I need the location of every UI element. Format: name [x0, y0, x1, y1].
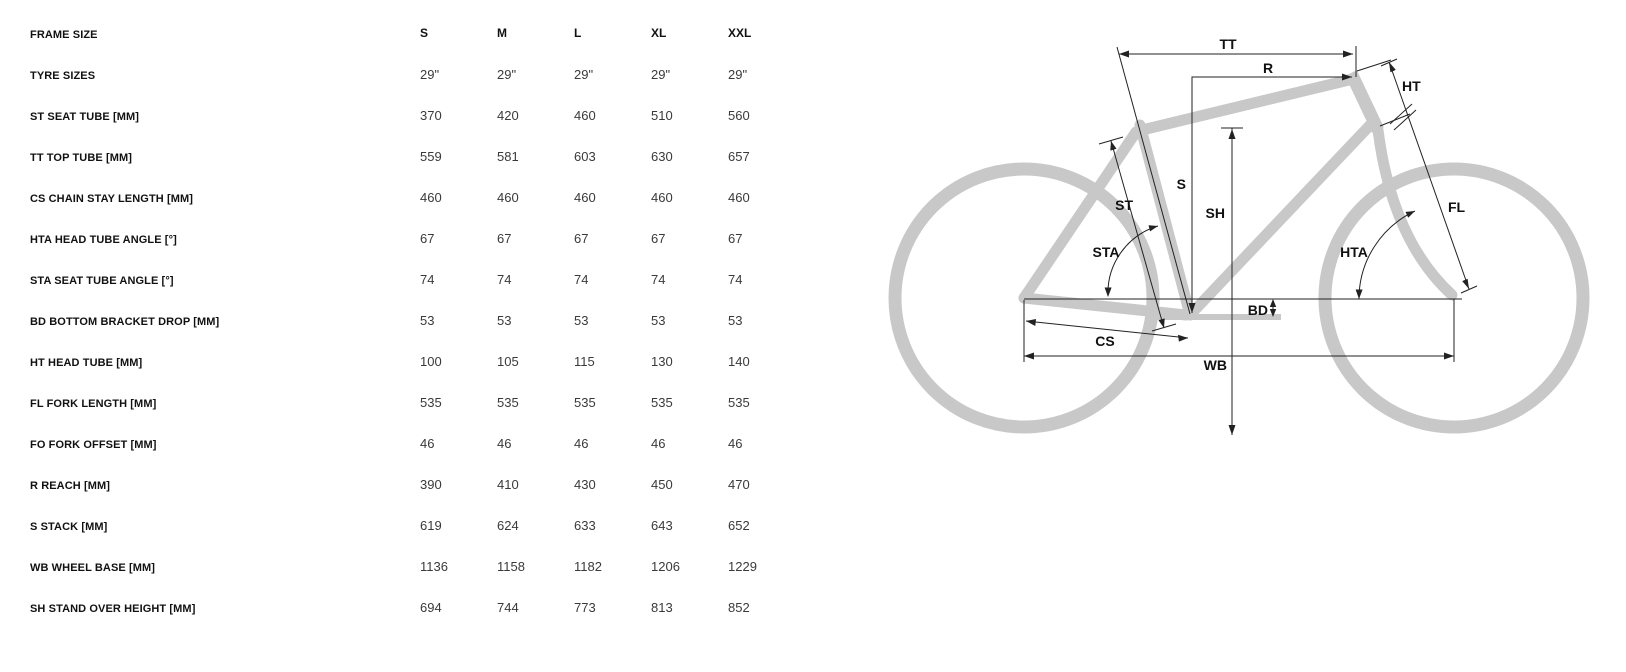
- sh-top-arrow: [1229, 129, 1236, 139]
- fl-bottom-tick: [1461, 286, 1477, 293]
- cell-s: 370: [420, 108, 442, 123]
- row-label: BD BOTTOM BRACKET DROP [MM]: [30, 316, 220, 328]
- bike-frame-art: [895, 73, 1583, 427]
- cell-s: 100: [420, 354, 442, 369]
- cell-m: 581: [497, 149, 519, 164]
- cell-m: 67: [497, 231, 512, 246]
- cell-xl: 630: [651, 149, 673, 164]
- row-label: STA SEAT TUBE ANGLE [°]: [30, 275, 174, 287]
- cell-m: 410: [497, 477, 519, 492]
- cell-xl: 29": [651, 67, 671, 82]
- cell-xxl: 53: [728, 313, 743, 328]
- dim-label-hta: HTA: [1340, 244, 1368, 260]
- column-header-m: M: [497, 26, 507, 40]
- cell-xl: 67: [651, 231, 666, 246]
- cell-m: 420: [497, 108, 519, 123]
- head-top-ext-tick: [1357, 60, 1391, 71]
- cell-xxl: 140: [728, 354, 750, 369]
- row-label: HTA HEAD TUBE ANGLE [°]: [30, 234, 177, 246]
- cell-s: 559: [420, 149, 442, 164]
- cell-l: 430: [574, 477, 596, 492]
- cell-l: 53: [574, 313, 589, 328]
- top-tube: [1138, 79, 1353, 131]
- cell-m: 535: [497, 395, 519, 410]
- cs-left-arrow: [1026, 319, 1036, 326]
- tt-right-arrow: [1343, 51, 1353, 58]
- cell-s: 619: [420, 518, 442, 533]
- hta-arc-bottom-arrow: [1356, 290, 1363, 300]
- dim-label-bd: BD: [1247, 302, 1268, 318]
- dim-label-tt: TT: [1219, 36, 1237, 52]
- cell-l: 460: [574, 108, 596, 123]
- cell-l: 74: [574, 272, 589, 287]
- column-header-xxl: XXL: [728, 26, 752, 40]
- column-header-xl: XL: [651, 26, 667, 40]
- cell-xl: 450: [651, 477, 673, 492]
- row-label: ST SEAT TUBE [MM]: [30, 111, 140, 123]
- cell-xl: 510: [651, 108, 673, 123]
- cell-xxl: 652: [728, 518, 750, 533]
- cell-m: 53: [497, 313, 512, 328]
- cell-s: 74: [420, 272, 435, 287]
- fork: [1378, 130, 1452, 295]
- cell-m: 46: [497, 436, 512, 451]
- cell-xxl: 535: [728, 395, 750, 410]
- cell-xxl: 29": [728, 67, 748, 82]
- row-label: S STACK [MM]: [30, 521, 108, 533]
- cell-s: 29": [420, 67, 440, 82]
- cell-m: 624: [497, 518, 519, 533]
- row-label: WB WHEEL BASE [MM]: [30, 562, 156, 574]
- cell-xxl: 46: [728, 436, 743, 451]
- cell-l: 633: [574, 518, 596, 533]
- cell-xxl: 460: [728, 190, 750, 205]
- cell-xxl: 74: [728, 272, 743, 287]
- frame-size-header: FRAME SIZE: [30, 29, 98, 41]
- cell-xl: 1206: [651, 559, 680, 574]
- cell-xl: 643: [651, 518, 673, 533]
- cell-l: 1182: [574, 559, 602, 574]
- ht-fl-divider-tick-2: [1394, 110, 1416, 130]
- cell-xxl: 470: [728, 477, 750, 492]
- row-label: TYRE SIZES: [30, 70, 96, 82]
- cell-xl: 46: [651, 436, 666, 451]
- dim-label-cs: CS: [1095, 333, 1115, 349]
- bd-up-arrow: [1270, 299, 1276, 307]
- st-top-arrow: [1110, 141, 1116, 151]
- dim-label-wb: WB: [1203, 357, 1227, 373]
- column-header-l: L: [574, 26, 582, 40]
- ht-top-arrow: [1389, 62, 1396, 72]
- hta-arc-top-arrow: [1406, 211, 1416, 218]
- frame-tubes: [1024, 79, 1452, 315]
- cell-l: 773: [574, 600, 596, 615]
- sta-arc-bottom-arrow: [1105, 288, 1112, 298]
- row-label: R REACH [MM]: [30, 480, 111, 492]
- cell-m: 29": [497, 67, 517, 82]
- sh-bottom-arrow: [1229, 425, 1236, 435]
- sta-arc-top-arrow: [1149, 225, 1159, 231]
- cell-l: 460: [574, 190, 596, 205]
- dim-label-fl: FL: [1448, 199, 1466, 215]
- cell-l: 115: [574, 354, 595, 369]
- cs-right-arrow: [1178, 335, 1188, 342]
- dim-label-s: S: [1176, 176, 1186, 192]
- cell-m: 1158: [497, 559, 525, 574]
- cell-m: 744: [497, 600, 519, 615]
- dim-label-ht: HT: [1402, 78, 1421, 94]
- tt-left-arrow: [1119, 51, 1129, 58]
- row-label: FL FORK LENGTH [MM]: [30, 398, 157, 410]
- cell-m: 105: [497, 354, 519, 369]
- wb-right-arrow: [1444, 353, 1454, 360]
- cell-xl: 74: [651, 272, 666, 287]
- cell-xxl: 1229: [728, 559, 757, 574]
- cell-xl: 130: [651, 354, 673, 369]
- dim-label-sh: SH: [1205, 205, 1225, 221]
- cell-l: 67: [574, 231, 589, 246]
- row-label: CS CHAIN STAY LENGTH [MM]: [30, 193, 194, 205]
- row-label: SH STAND OVER HEIGHT [MM]: [30, 603, 196, 615]
- cell-l: 46: [574, 436, 589, 451]
- row-label: FO FORK OFFSET [MM]: [30, 439, 157, 451]
- cell-l: 535: [574, 395, 596, 410]
- cell-s: 53: [420, 313, 435, 328]
- cell-m: 460: [497, 190, 519, 205]
- cell-l: 29": [574, 67, 594, 82]
- column-header-s: S: [420, 26, 429, 40]
- cell-s: 67: [420, 231, 435, 246]
- dim-label-sta: STA: [1092, 244, 1120, 260]
- cell-xxl: 560: [728, 108, 750, 123]
- row-label: TT TOP TUBE [MM]: [30, 152, 133, 164]
- cell-xl: 460: [651, 190, 673, 205]
- cell-m: 74: [497, 272, 512, 287]
- cell-xxl: 67: [728, 231, 743, 246]
- cell-xl: 813: [651, 600, 673, 615]
- cell-s: 535: [420, 395, 442, 410]
- cell-l: 603: [574, 149, 596, 164]
- dim-label-st: ST: [1115, 197, 1133, 213]
- cell-s: 46: [420, 436, 435, 451]
- cell-xl: 53: [651, 313, 666, 328]
- chain-stay: [1024, 298, 1186, 315]
- cell-xxl: 657: [728, 149, 750, 164]
- cell-s: 460: [420, 190, 442, 205]
- wb-left-arrow: [1024, 353, 1034, 360]
- row-label: HT HEAD TUBE [MM]: [30, 357, 143, 369]
- cell-s: 390: [420, 477, 442, 492]
- head-tube: [1351, 73, 1378, 130]
- cell-s: 1136: [420, 559, 448, 574]
- cell-xxl: 852: [728, 600, 750, 615]
- cell-s: 694: [420, 600, 442, 615]
- fl-bottom-arrow: [1462, 279, 1469, 289]
- cell-xl: 535: [651, 395, 673, 410]
- dim-label-r: R: [1262, 60, 1274, 76]
